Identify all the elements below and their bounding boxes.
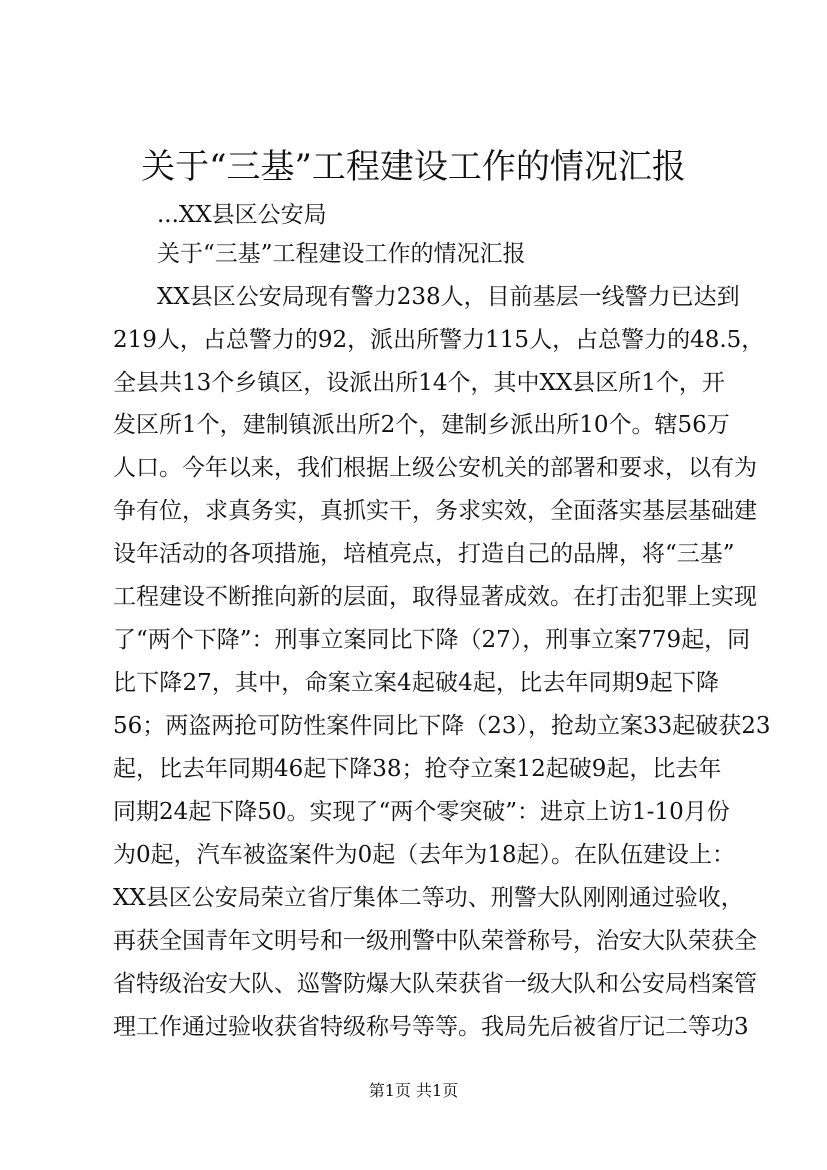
- author-line: ...XX县区公安局: [157, 202, 327, 228]
- body-line-3: 全县共13个乡镇区，设派出所14个，其中XX县区所1个，开: [113, 370, 725, 396]
- body-line-4: 发区所1个，建制镇派出所2个，建制乡派出所10个。辖56万: [113, 412, 730, 438]
- body-line-12: 起，比去年同期46起下降38；抢夺立案12起破9起，比去年: [113, 756, 722, 782]
- document-title: 关于“三基”工程建设工作的情况汇报: [141, 147, 686, 187]
- body-line-2: 219人，占总警力的92，派出所警力115人，占总警力的48.5，: [113, 327, 765, 353]
- body-line-5: 人口。今年以来，我们根据上级公安机关的部署和要求，以有为: [113, 455, 757, 481]
- body-line-9: 了“两个下降”：刑事立案同比下降（27），刑事立案779起，同: [113, 627, 751, 653]
- subtitle-line: 关于“三基”工程建设工作的情况汇报: [157, 241, 526, 267]
- body-line-8: 工程建设不断推向新的层面，取得显著成效。在打击犯罪上实现: [113, 584, 757, 610]
- body-line-18: 理工作通过验收获省特级称号等等。我局先后被省厅记二等功3: [113, 1014, 749, 1040]
- body-line-16: 再获全国青年文明号和一级刑警中队荣誉称号，治安大队荣获全: [113, 928, 757, 954]
- body-line-7: 设年活动的各项措施，培植亮点，打造自己的品牌，将“三基”: [113, 541, 735, 567]
- body-line-11: 56；两盗两抢可防性案件同比下降（23），抢劫立案33起破获23: [113, 713, 771, 739]
- body-line-13: 同期24起下降50。实现了“两个零突破”：进京上访1-10月份: [113, 799, 730, 825]
- body-line-10: 比下降27，其中，命案立案4起破4起，比去年同期9起下降: [113, 670, 719, 696]
- body-line-14: 为0起，汽车被盗案件为0起（去年为18起）。在队伍建设上：: [113, 842, 736, 868]
- body-line-15: XX县区公安局荣立省厅集体二等功、刑警大队刚刚通过验收，: [113, 885, 744, 911]
- body-line-6: 争有位，求真务实，真抓实干，务求实效，全面落实基层基础建: [113, 498, 757, 524]
- body-line-17: 省特级治安大队、巡警防爆大队荣获省一级大队和公安局档案管: [113, 971, 757, 997]
- body-line-1: XX县区公安局现有警力238人，目前基层一线警力已达到: [157, 284, 740, 310]
- page-footer: 第1页 共1页: [368, 1081, 459, 1100]
